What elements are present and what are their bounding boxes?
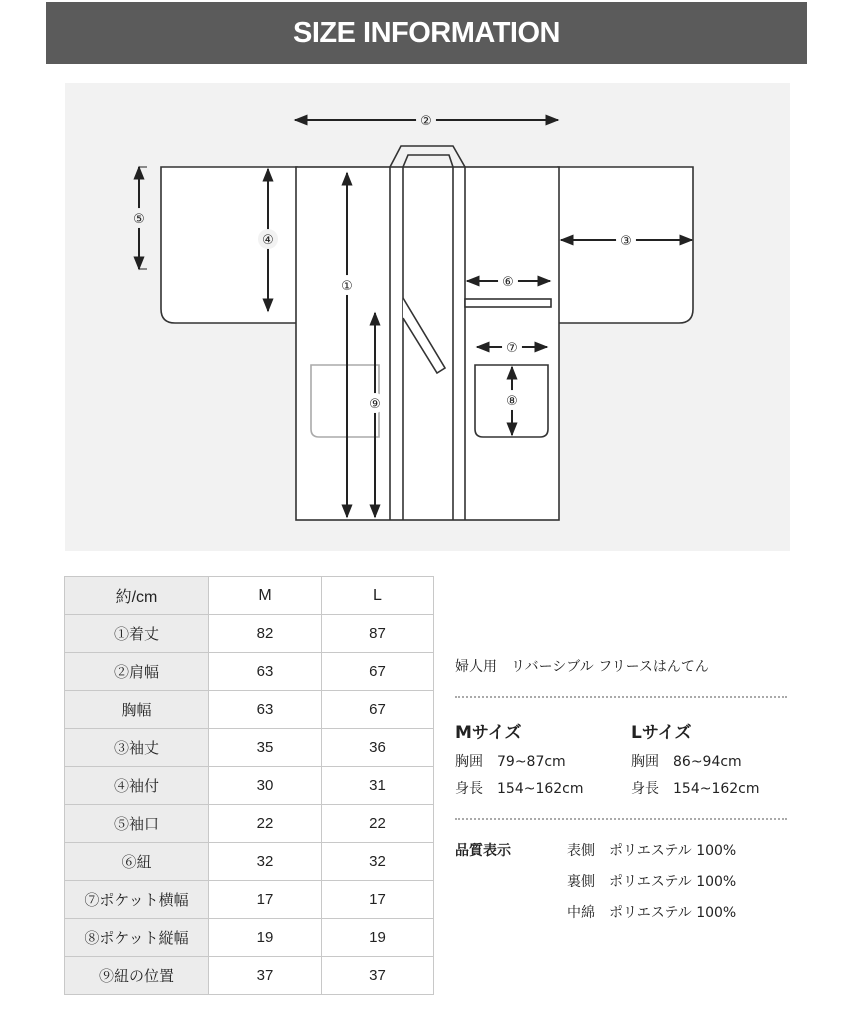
product-title: 婦人用 リバーシブル フリースはんてん xyxy=(455,659,709,675)
l-size-info xyxy=(631,718,806,797)
svg-text:②: ② xyxy=(420,114,432,129)
l-size-chest: 胸囲 86~94cm xyxy=(631,754,742,770)
row-item: ②肩幅 xyxy=(65,653,209,691)
row-m: 35 xyxy=(209,729,322,767)
svg-text:⑨: ⑨ xyxy=(369,397,381,412)
row-l: 36 xyxy=(322,729,434,767)
header-m: M xyxy=(209,577,322,615)
divider xyxy=(455,818,787,820)
hanten-diagram-svg xyxy=(65,83,790,551)
row-item: ⑥紐 xyxy=(65,843,209,881)
quality-outer: 表側 ポリエステル 100% xyxy=(567,843,737,859)
header-unit: 約/cm xyxy=(65,577,209,615)
quality-label-section xyxy=(455,840,790,940)
row-l: 37 xyxy=(322,957,434,995)
quality-heading: 品質表示 xyxy=(455,843,511,859)
l-size-heading: Lサイズ xyxy=(631,723,692,743)
row-item: ③袖丈 xyxy=(65,729,209,767)
table-row xyxy=(65,729,434,767)
marker-6 xyxy=(498,271,518,291)
row-m: 82 xyxy=(209,615,322,653)
m-size-heading: Mサイズ xyxy=(455,723,522,743)
garment-diagram xyxy=(65,83,790,551)
marker-3 xyxy=(616,230,636,250)
row-item: ⑨紐の位置 xyxy=(65,957,209,995)
marker-1 xyxy=(337,275,357,295)
row-m: 22 xyxy=(209,805,322,843)
table-row xyxy=(65,919,434,957)
row-item: ⑦ポケット横幅 xyxy=(65,881,209,919)
table-header-row xyxy=(65,577,434,615)
row-item: ④袖付 xyxy=(65,767,209,805)
marker-9 xyxy=(365,393,385,413)
svg-text:⑧: ⑧ xyxy=(506,394,518,409)
marker-5 xyxy=(129,208,149,228)
svg-text:④: ④ xyxy=(262,233,274,248)
table-row xyxy=(65,653,434,691)
row-l: 32 xyxy=(322,843,434,881)
m-size-chest: 胸囲 79~87cm xyxy=(455,754,566,770)
row-l: 22 xyxy=(322,805,434,843)
l-size-height: 身長 154~162cm xyxy=(631,781,760,797)
page-title-text: SIZE INFORMATION xyxy=(293,16,560,49)
row-l: 19 xyxy=(322,919,434,957)
row-m: 37 xyxy=(209,957,322,995)
marker-4 xyxy=(258,229,278,249)
divider xyxy=(455,696,787,698)
table-row xyxy=(65,881,434,919)
svg-text:⑥: ⑥ xyxy=(502,275,514,290)
marker-2 xyxy=(416,110,436,130)
table-row xyxy=(65,805,434,843)
table-row xyxy=(65,691,434,729)
svg-text:⑦: ⑦ xyxy=(506,341,518,356)
row-item: ⑤袖口 xyxy=(65,805,209,843)
table-row xyxy=(65,957,434,995)
size-table xyxy=(64,576,434,995)
garment-outline xyxy=(161,146,693,520)
row-m: 32 xyxy=(209,843,322,881)
row-l: 67 xyxy=(322,691,434,729)
table-row xyxy=(65,843,434,881)
row-item: ①着丈 xyxy=(65,615,209,653)
row-m: 63 xyxy=(209,653,322,691)
marker-8 xyxy=(502,390,522,410)
table-row xyxy=(65,767,434,805)
table-row xyxy=(65,615,434,653)
row-item: 胸幅 xyxy=(65,691,209,729)
row-m: 63 xyxy=(209,691,322,729)
m-size-height: 身長 154~162cm xyxy=(455,781,584,797)
svg-text:③: ③ xyxy=(620,234,632,249)
row-l: 67 xyxy=(322,653,434,691)
header-l: L xyxy=(322,577,434,615)
m-size-info xyxy=(455,718,630,797)
svg-text:①: ① xyxy=(341,279,353,294)
row-l: 31 xyxy=(322,767,434,805)
row-l: 87 xyxy=(322,615,434,653)
row-item: ⑧ポケット縦幅 xyxy=(65,919,209,957)
page-title xyxy=(46,2,807,64)
row-m: 17 xyxy=(209,881,322,919)
row-m: 30 xyxy=(209,767,322,805)
svg-text:⑤: ⑤ xyxy=(133,212,145,227)
row-m: 19 xyxy=(209,919,322,957)
quality-padding: 中綿 ポリエステル 100% xyxy=(567,905,737,921)
marker-7 xyxy=(502,337,522,357)
quality-back: 裏側 ポリエステル 100% xyxy=(567,874,737,890)
row-l: 17 xyxy=(322,881,434,919)
